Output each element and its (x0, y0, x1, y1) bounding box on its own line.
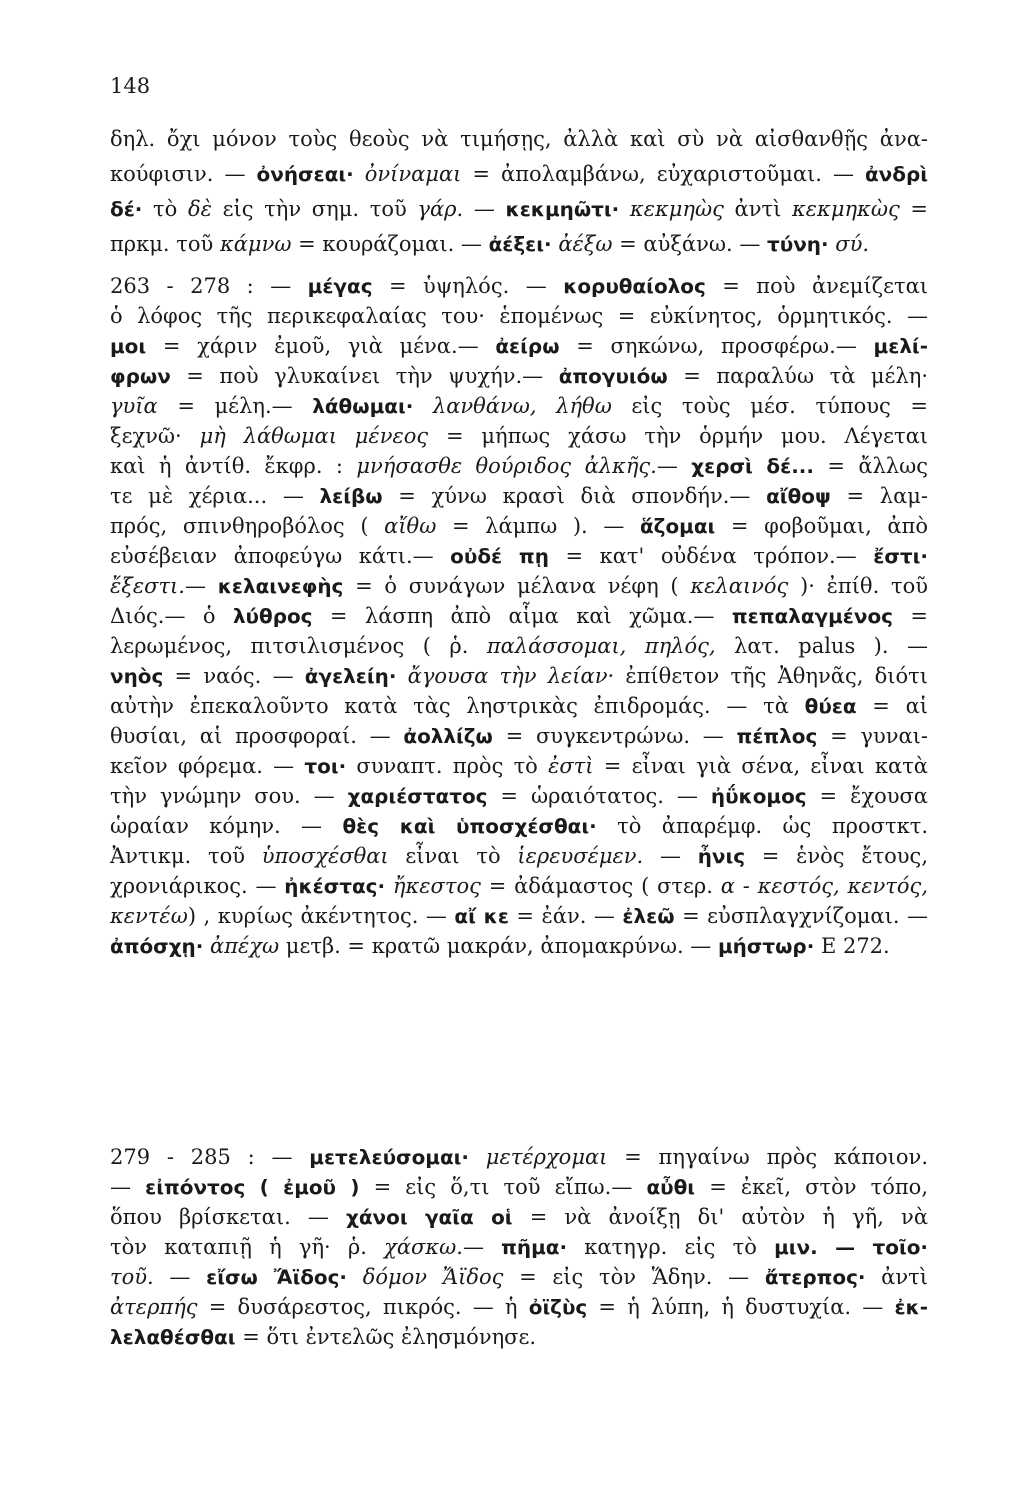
headword: ἄτερπος· (764, 1265, 866, 1289)
gloss-text: = κατ' οὐδένα τρόπον.— (548, 544, 874, 568)
text-line (110, 931, 928, 961)
gloss-text: = φοβοῦμαι, ἀπὸ (715, 514, 929, 538)
italic-term: γάρ. (417, 197, 464, 221)
headword: μήστωρ· (717, 934, 815, 958)
text-line (110, 811, 928, 841)
text-line (110, 571, 928, 601)
headword: τύνη· (767, 232, 829, 256)
gloss-text: = δυσάρεστος, πικρός. — ἡ (197, 1295, 529, 1319)
italic-term: κεκμηκὼς (792, 197, 900, 221)
headword: πῆμα· (501, 1235, 568, 1259)
gloss-text: τε μὲ χέρια... — (110, 484, 320, 508)
gloss-text: συναπτ. πρὸς τὸ (346, 754, 549, 778)
headword: ἠΰκομος (710, 784, 807, 808)
italic-term: χάσκω. (384, 1235, 463, 1259)
italic-term: ὀνίναμαι (364, 162, 462, 186)
gloss-text: = (893, 604, 928, 628)
headword: θύεα (804, 694, 857, 718)
headword: ἐκ- (894, 1295, 928, 1319)
headword: μοι (110, 334, 147, 358)
text-line (110, 1292, 928, 1322)
gloss-text: = ἑνὸς ἔτους, (745, 844, 928, 868)
italic-term: δόμον Ἄϊδος (362, 1265, 504, 1289)
headword: μέγας (307, 274, 373, 298)
text-line (110, 601, 928, 631)
gloss-text: = γυναι- (817, 724, 929, 748)
text-line (110, 271, 928, 301)
text-line (110, 1262, 928, 1292)
gloss-text: = ποὺ ἀνεμίζεται (705, 274, 928, 298)
gloss-text: = εἰς ὅ,τι τοῦ εἴπω.— (359, 1175, 647, 1199)
gloss-text: χρονιάρικος. — (110, 874, 285, 898)
text-line (110, 691, 928, 721)
text-line (110, 841, 928, 871)
text-line (110, 751, 928, 781)
gloss-text: = αὐξάνω. — (612, 232, 768, 256)
text-line (110, 451, 928, 481)
text-line (110, 1172, 928, 1202)
italic-term: μὴ λάθωμαι μένεος (199, 424, 429, 448)
gloss-text (354, 162, 365, 186)
headword: ἀπογυιόω (558, 364, 668, 388)
italic-term: δὲ (188, 197, 212, 221)
gloss-text: = ἔχουσα (806, 784, 928, 808)
gloss-text: ἀντὶ (865, 1265, 928, 1289)
headword: θὲς καὶ ὑποσχέσθαι· (342, 814, 597, 838)
headword: χαριέστατος (347, 784, 488, 808)
gloss-text: τὸν καταπιῇ ἡ γῆ· ῥ. (110, 1235, 385, 1259)
gloss-text: = πηγαίνω πρὸς κάποιον. (607, 1145, 928, 1169)
gloss-text (203, 934, 210, 958)
gloss-text: = ἐκεῖ, στὸν τόπο, (695, 1175, 928, 1199)
headword: μιν. — τοῖο· (774, 1235, 928, 1259)
text-line (110, 481, 928, 511)
headword: αὖθι (646, 1175, 696, 1199)
gloss-text: Διός.— ὁ (110, 604, 233, 628)
italic-term: ἄγουσα τὴν λείαν· (407, 664, 615, 688)
gloss-text: )· ἐπίθ. τοῦ (788, 574, 929, 598)
gloss-text: λερωμένος, πιτσιλισμένος ( ῥ. (110, 634, 487, 658)
headword: εἴσω Ἄϊδος· (206, 1265, 347, 1289)
gloss-text: — (153, 1265, 207, 1289)
gloss-text: = ἡ λύπη, ἡ δυστυχία. — (587, 1295, 895, 1319)
headword: οὐδέ πῃ (450, 544, 549, 568)
headword: νηὸς (110, 664, 164, 688)
gloss-text: = σηκώνω, προσφέρω.— (559, 334, 874, 358)
headword: ἅζομαι (639, 514, 716, 538)
gloss-text: = συγκεντρώνω. — (492, 724, 737, 748)
italic-term: μνήσασθε θούριδος ἀλκῆς. (356, 454, 657, 478)
gloss-text (469, 1145, 486, 1169)
gloss-text: — (184, 574, 218, 598)
italic-term: ἐστὶ (548, 754, 594, 778)
headword: κεκμηῶτι· (505, 197, 620, 221)
headword: τοι· (304, 754, 347, 778)
gloss-text: = ὡραιότατος. — (487, 784, 711, 808)
gloss-text: 263 - 278 : — (110, 274, 308, 298)
gloss-text: = ὅτι ἐντελῶς ἐλησμόνησε. (235, 1325, 537, 1349)
headword: πεπαλαγμένος (731, 604, 893, 628)
page-number: 148 (110, 74, 151, 98)
italic-term: κεντέω (110, 904, 188, 928)
italic-term: κεκμηὼς (629, 197, 724, 221)
gloss-text: τὴν γνώμην σου. — (110, 784, 348, 808)
italic-term: ὑποσχέσθαι (261, 844, 389, 868)
text-line (110, 871, 928, 901)
headword: εἰπόντος ( ἐμοῦ ) (145, 1175, 360, 1199)
gloss-text: = λάσπη ἀπὸ αἷμα καὶ χῶμα.— (312, 604, 732, 628)
gloss-text: = νὰ ἀνοίξῃ δι' αὐτὸν ἡ γῆ, νὰ (512, 1205, 928, 1229)
gloss-text: = εὐσπλαγχνίζομαι. — (674, 904, 928, 928)
headword: χερσὶ δέ... (691, 454, 814, 478)
gloss-text: — (643, 844, 698, 868)
text-line (110, 721, 928, 751)
gloss-text: δηλ. ὄχι μόνον τοὺς θεοὺς νὰ τιμήσῃς, ἀλλὰ καὶ σὺ νὰ αἰσθανθῇς ἀνα- (110, 127, 928, 151)
gloss-text: = χύνω κρασὶ διὰ σπονδήν.— (382, 484, 767, 508)
gloss-text: ὁ λόφος τῆς περικεφαλαίας του· ἑπομένως = εὐκίνητος, ὁρμητικός. — (110, 304, 928, 328)
gloss-text: = ναός. — (163, 664, 305, 688)
gloss-text: εὐσέβειαν ἀποφεύγω κάτι.— (110, 544, 451, 568)
headword: μελί- (873, 334, 928, 358)
text-line (110, 1322, 928, 1352)
gloss-text: = ποὺ γλυκαίνει τὴν ψυχήν.— (170, 364, 559, 388)
gloss-text: εἶναι τὸ (388, 844, 518, 868)
commentary-block-1 (110, 122, 928, 262)
italic-term: α - κεστός, κεντός, (720, 874, 928, 898)
gloss-text: — (463, 197, 506, 221)
gloss-text: = αἱ (856, 694, 928, 718)
gloss-text: Ε 272. (814, 934, 890, 958)
text-line (110, 631, 928, 661)
gloss-text: ) , κυρίως ἀκέντητος. — (187, 904, 455, 928)
italic-term: ἀέξω (558, 232, 613, 256)
gloss-text: ὡραίαν κόμην. — (110, 814, 343, 838)
headword: μετελεύσομαι· (309, 1145, 469, 1169)
italic-term: κάμνω (219, 232, 292, 256)
gloss-text: = ὑψηλός. — (372, 274, 564, 298)
italic-term: γυῖα (110, 394, 158, 418)
text-line (110, 421, 928, 451)
text-line (110, 122, 928, 157)
headword: δέ· (110, 197, 143, 221)
gloss-text: ἀντὶ (723, 197, 793, 221)
headword: ἀέξει· (488, 232, 552, 256)
gloss-text: αὐτὴν ἐπεκαλοῦντο κατὰ τὰς ληστρικὰς ἐπιδρομάς. — τὰ (110, 694, 805, 718)
headword: ἠκέστας· (284, 874, 386, 898)
headword: ὀνήσεαι· (256, 162, 354, 186)
gloss-text: πρός, σπινθηροβόλος ( (110, 514, 385, 538)
headword: ἐλεῶ (622, 904, 675, 928)
gloss-text: μετβ. = κρατῶ μακράν, ἀπομακρύνω. — (279, 934, 718, 958)
text-line (110, 361, 928, 391)
gloss-text: κεῖον φόρεμα. — (110, 754, 305, 778)
gloss-text (347, 1265, 363, 1289)
gloss-text: εἰς τοὺς μέσ. τύπους = (611, 394, 928, 418)
headword: λελαθέσθαι (110, 1325, 236, 1349)
headword: ἦνις (697, 844, 746, 868)
gloss-text: ἐπίθετον τῆς Ἀθηνᾶς, διότι (614, 664, 928, 688)
italic-term: κελαινός (690, 574, 789, 598)
gloss-text: — (462, 1235, 502, 1259)
text-line (110, 301, 928, 331)
headword: ἔστι· (873, 544, 928, 568)
gloss-text: = ἄλλως (813, 454, 929, 478)
headword: πέπλος (736, 724, 818, 748)
italic-term: τοῦ. (110, 1265, 154, 1289)
italic-term: παλάσσομαι, πηλός, (486, 634, 716, 658)
headword: ἀγελείη· (304, 664, 397, 688)
text-line (110, 331, 928, 361)
italic-term: μετέρχομαι (485, 1145, 608, 1169)
gloss-text: τὸ ἀπαρέμφ. ὡς προστκτ. (596, 814, 928, 838)
gloss-text: λατ. palus ). — (715, 634, 928, 658)
gloss-text: — (110, 1175, 146, 1199)
text-line (110, 192, 928, 227)
italic-term: ἀπέχω (210, 934, 280, 958)
headword: αἴ κε (454, 904, 509, 928)
headword: λάθωμαι· (312, 394, 414, 418)
headword: ὀϊζὺς (528, 1295, 588, 1319)
gloss-text: καὶ ἡ ἀντίθ. ἔκφρ. : (110, 454, 357, 478)
text-line (110, 541, 928, 571)
commentary-block-3 (110, 1142, 928, 1352)
gloss-text: θυσίαι, αἱ προσφοραί. — (110, 724, 404, 748)
gloss-text: πρκμ. τοῦ (110, 232, 220, 256)
text-line (110, 227, 928, 262)
gloss-text: = κουράζομαι. — (291, 232, 489, 256)
gloss-text: = ἀπολαμβάνω, εὐχαριστοῦμαι. — (461, 162, 865, 186)
gloss-text (396, 664, 407, 688)
gloss-text: ὅπου βρίσκεται. — (110, 1205, 346, 1229)
headword: κορυθαίολος (563, 274, 706, 298)
gloss-text: = εἶναι γιὰ σένα, εἶναι κατὰ (593, 754, 928, 778)
headword: ἀπόσχῃ· (110, 934, 204, 958)
gloss-text: = λαμ- (830, 484, 928, 508)
italic-term: ἤκεστος (392, 874, 481, 898)
italic-term: ἀτερπής (110, 1295, 198, 1319)
gloss-text (413, 394, 433, 418)
text-line (110, 511, 928, 541)
italic-term: ἔξεστι. (110, 574, 185, 598)
gloss-text: κούφισιν. — (110, 162, 257, 186)
text-line (110, 1202, 928, 1232)
gloss-text: ξεχνῶ· (110, 424, 200, 448)
headword: ἀνδρὶ (864, 162, 928, 186)
headword: φρων (110, 364, 171, 388)
headword: λείβω (319, 484, 383, 508)
italic-term: αἴθω (384, 514, 437, 538)
headword: χάνοι γαῖα οἱ (345, 1205, 513, 1229)
commentary-block-2 (110, 271, 928, 961)
headword: λύθρος (232, 604, 313, 628)
italic-term: λανθάνω, λήθω (432, 394, 612, 418)
gloss-text: = χάριν ἐμοῦ, γιὰ μένα.— (146, 334, 496, 358)
gloss-text: 279 - 285 : — (110, 1145, 310, 1169)
gloss-text: = μήπως χάσω τὴν ὁρμήν μου. Λέγεται (428, 424, 928, 448)
headword: αἴθοψ (766, 484, 831, 508)
gloss-text: Ἀντικμ. τοῦ (110, 844, 262, 868)
gloss-text: = (899, 197, 928, 221)
italic-term: ἱερευσέμεν. (517, 844, 644, 868)
gloss-text: τὸ (142, 197, 188, 221)
gloss-text: = μέλη.— (157, 394, 313, 418)
gloss-text: = παραλύω τὰ μέλη· (667, 364, 928, 388)
text-line (110, 157, 928, 192)
gloss-text: = ἐάν. — (508, 904, 623, 928)
text-line (110, 1142, 928, 1172)
italic-term: σύ. (835, 232, 870, 256)
headword: ἀολλίζω (403, 724, 493, 748)
gloss-text: = ὁ συνάγων μέλανα νέφη ( (343, 574, 691, 598)
headword: κελαινεφὴς (217, 574, 344, 598)
text-line (110, 901, 928, 931)
gloss-text: εἰς τὴν σημ. τοῦ (211, 197, 418, 221)
gloss-text: — (656, 454, 692, 478)
text-line (110, 661, 928, 691)
text-line (110, 1232, 928, 1262)
text-line (110, 391, 928, 421)
gloss-text (385, 874, 393, 898)
gloss-text: = ἀδάμαστος ( στερ. (480, 874, 721, 898)
text-line (110, 781, 928, 811)
gloss-text: = εἰς τὸν Ἅδην. — (503, 1265, 765, 1289)
gloss-text (619, 197, 630, 221)
gloss-text: κατηγρ. εἰς τὸ (567, 1235, 775, 1259)
gloss-text: = λάμπω ). — (436, 514, 640, 538)
headword: ἀείρω (495, 334, 560, 358)
